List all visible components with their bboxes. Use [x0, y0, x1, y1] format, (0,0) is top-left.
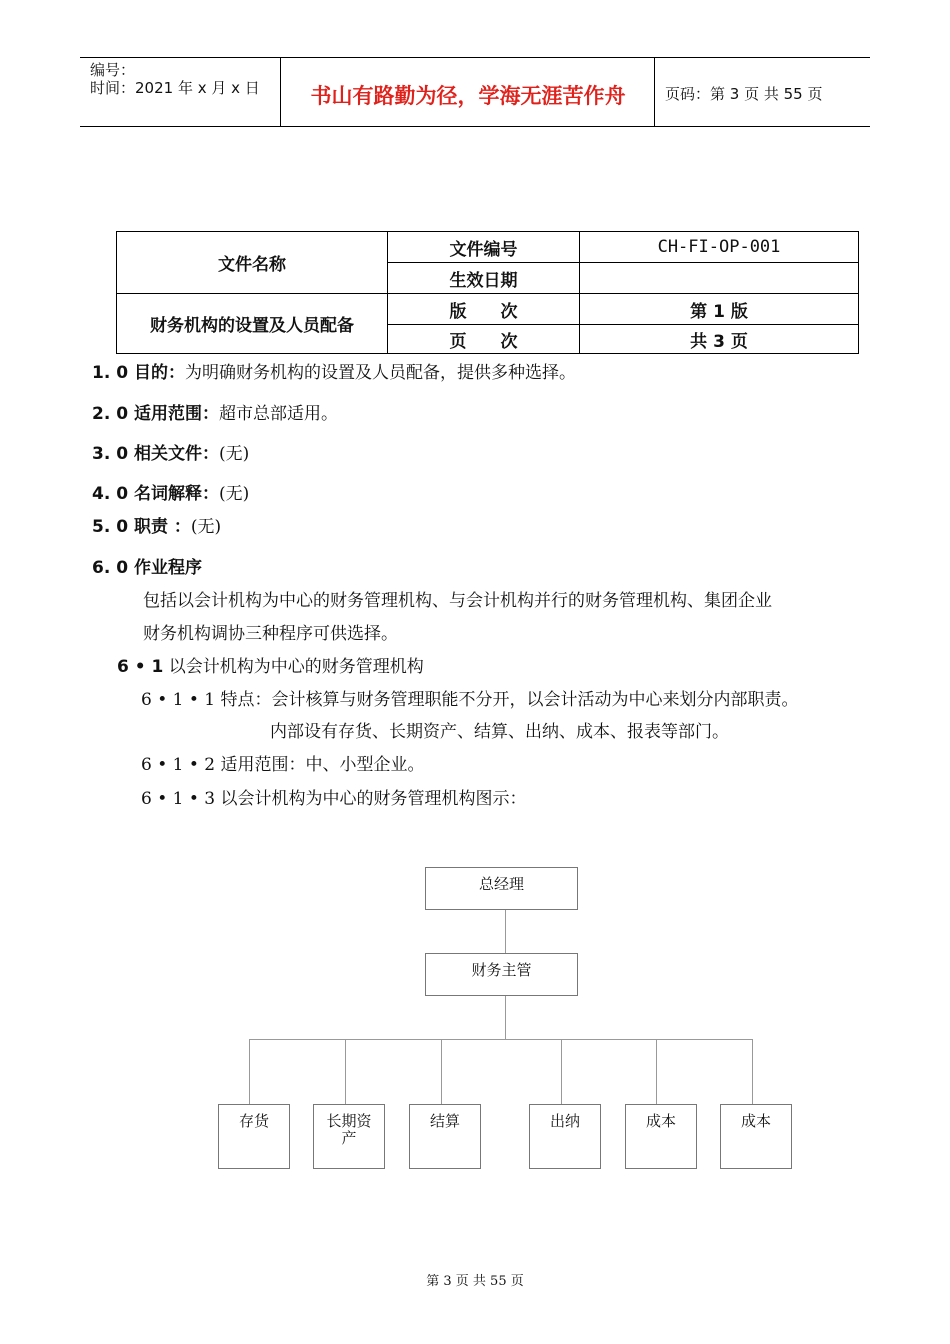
header-meta	[90, 61, 260, 97]
org-connector	[505, 910, 506, 953]
section-4-label: 4. 0 名词解释：	[92, 484, 219, 504]
section-6-1-label: 6 • 1	[117, 657, 164, 677]
section-6-1-text: 以会计机构为中心的财务管理机构	[168, 657, 424, 677]
org-connector	[249, 1039, 250, 1104]
section-6-1	[117, 652, 424, 677]
effective-date-value	[580, 263, 859, 294]
section-5-label: 5. 0 职责 ：	[92, 517, 191, 537]
section-6-1-2: 6 • 1 • 2 适用范围：中、小型企业。	[141, 755, 425, 775]
org-connector	[441, 1039, 442, 1104]
time-label: 时间：2021 年 x 月 x 日	[90, 79, 260, 97]
org-box-general-manager: 总经理	[425, 867, 578, 910]
org-box-inventory: 存货	[218, 1104, 290, 1169]
header-divider	[654, 58, 655, 126]
version-value: 第 1 版	[580, 294, 859, 325]
page-header	[80, 57, 870, 127]
header-page-info: 页码：第 3 页 共 55 页	[665, 85, 823, 103]
section-5-text: (无)	[190, 517, 222, 537]
number-label: 编号：	[90, 61, 136, 79]
org-connector	[561, 1039, 562, 1104]
org-connector	[505, 996, 506, 1039]
pages-label: 页 次	[388, 325, 580, 354]
section-6-heading: 6. 0 作业程序	[92, 558, 202, 578]
section-2-label: 2. 0 适用范围：	[92, 404, 219, 424]
header-divider	[280, 58, 281, 126]
file-name-label: 文件名称	[117, 232, 388, 294]
section-6-1-1-line1: 6 • 1 • 1 特点：会计核算与财务管理职能不分开，以会计活动为中心来划分内部职责。	[141, 690, 799, 710]
section-6-paragraph-line2: 财务机构调协三种程序可供选择。	[143, 624, 398, 644]
org-box-cost: 成本	[625, 1104, 697, 1169]
pages-value: 共 3 页	[580, 325, 859, 354]
section-6-paragraph-line1: 包括以会计机构为中心的财务管理机构、与会计机构并行的财务管理机构、集团企业	[143, 591, 772, 611]
page-footer: 第 3 页 共 55 页	[426, 1274, 524, 1289]
effective-date-label: 生效日期	[388, 263, 580, 294]
section-4-text: (无)	[218, 484, 250, 504]
org-box-finance-supervisor: 财务主管	[425, 953, 578, 996]
section-1-text: 为明确财务机构的设置及人员配备，提供多种选择。	[184, 363, 576, 383]
section-5	[92, 512, 221, 537]
org-box-cost: 成本	[720, 1104, 792, 1169]
org-connector	[249, 1039, 752, 1040]
section-1	[92, 358, 576, 383]
file-no-label: 文件编号	[388, 232, 580, 263]
section-3-text: (无)	[218, 444, 250, 464]
org-connector	[656, 1039, 657, 1104]
org-box-cashier: 出纳	[529, 1104, 601, 1169]
document-info-table	[116, 231, 859, 354]
section-6-1-3: 6 • 1 • 3 以会计机构为中心的财务管理机构图示：	[141, 789, 527, 809]
file-name-value: 财务机构的设置及人员配备	[117, 294, 388, 354]
version-label: 版 次	[388, 294, 580, 325]
org-box-settlement: 结算	[409, 1104, 481, 1169]
section-2	[92, 399, 338, 424]
section-3	[92, 439, 249, 464]
motto: 书山有路勤为径，学海无涯苦作舟	[310, 84, 626, 108]
org-connector	[752, 1039, 753, 1104]
org-box-long-term-assets: 长期资 产	[313, 1104, 385, 1169]
section-6-1-1-line2: 内部设有存货、长期资产、结算、出纳、成本、报表等部门。	[270, 722, 729, 742]
org-connector	[345, 1039, 346, 1104]
section-1-label: 1. 0 目的：	[92, 363, 185, 383]
section-2-text: 超市总部适用。	[218, 404, 338, 424]
section-4	[92, 479, 249, 504]
file-no-value: CH-FI-OP-001	[580, 232, 859, 263]
section-3-label: 3. 0 相关文件：	[92, 444, 219, 464]
